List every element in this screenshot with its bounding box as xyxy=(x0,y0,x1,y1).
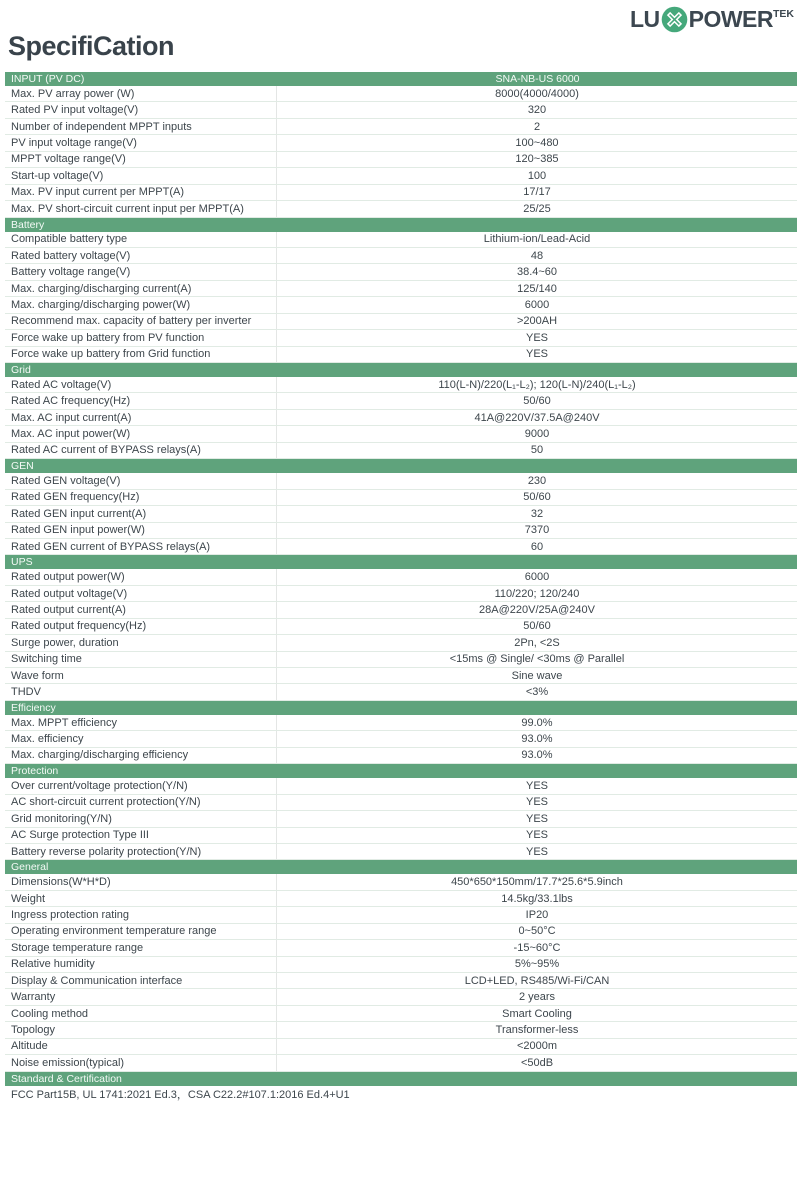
row-label: Operating environment temperature range xyxy=(5,924,277,939)
row-value: 93.0% xyxy=(521,749,553,762)
table-row xyxy=(5,602,797,618)
row-label: Battery voltage range(V) xyxy=(5,264,277,279)
logo-text-power: POWER xyxy=(688,6,773,32)
section-header xyxy=(5,764,797,778)
row-label: Rated GEN current of BYPASS relays(A) xyxy=(5,539,277,554)
row-value: <15ms @ Single/ <30ms @ Parallel xyxy=(449,653,625,666)
table-row xyxy=(5,924,797,940)
table-row xyxy=(5,314,797,330)
row-label: Wave form xyxy=(5,668,277,683)
row-value: 25/25 xyxy=(523,202,551,215)
row-value: 50/60 xyxy=(523,620,551,633)
row-value: 32 xyxy=(530,507,544,520)
table-row xyxy=(5,891,797,907)
table-row xyxy=(5,264,797,280)
table-row xyxy=(5,569,797,585)
row-value: 9000 xyxy=(524,428,550,441)
row-label: Altitude xyxy=(5,1039,277,1054)
certification-row: FCC Part15B, UL 1741:2021 Ed.3，CSA C22.2#107.1:2016 Ed.4+U1 xyxy=(11,1089,350,1102)
table-row xyxy=(5,248,797,264)
row-value: 50/60 xyxy=(523,395,551,408)
row-label: Compatible battery type xyxy=(5,232,277,247)
section-title: Battery xyxy=(11,218,45,231)
row-label: Rated GEN frequency(Hz) xyxy=(5,490,277,505)
row-value: 48 xyxy=(530,249,544,262)
row-value: Sine wave xyxy=(511,669,563,682)
table-row xyxy=(5,185,797,201)
row-label: Rated AC voltage(V) xyxy=(5,377,277,392)
row-value: 110/220; 120/240 xyxy=(494,587,580,600)
row-label: Display & Communication interface xyxy=(5,973,277,988)
row-value: 93.0% xyxy=(521,733,553,746)
table-row xyxy=(5,586,797,602)
table-row xyxy=(5,1039,797,1055)
row-value: 125/140 xyxy=(517,282,557,295)
row-value: Smart Cooling xyxy=(502,1007,572,1020)
section-title: GEN xyxy=(11,460,34,473)
row-label: Force wake up battery from PV function xyxy=(5,330,277,345)
row-value: 110(L-N)/220(L₁-L₂); 120(L-N)/240(L₁-L₂) xyxy=(438,378,636,391)
section-header xyxy=(5,72,797,86)
row-value: 2 xyxy=(533,120,541,133)
row-value: 8000(4000/4000) xyxy=(495,87,579,100)
row-label: THDV xyxy=(5,684,277,699)
section-header xyxy=(5,1072,797,1086)
row-label: Max. MPPT efficiency xyxy=(5,715,277,730)
table-row xyxy=(5,506,797,522)
table-row xyxy=(5,731,797,747)
row-label: Warranty xyxy=(5,989,277,1004)
table-row xyxy=(5,393,797,409)
table-row xyxy=(5,490,797,506)
row-value: 0~50°C xyxy=(518,925,556,938)
table-row xyxy=(5,684,797,700)
row-value: 38.4~60 xyxy=(516,266,558,279)
row-label: Max. charging/discharging efficiency xyxy=(5,748,277,763)
table-row xyxy=(5,1006,797,1022)
row-value: 230 xyxy=(527,474,547,487)
logo-text-lu: LU xyxy=(629,6,660,32)
row-label: Noise emission(typical) xyxy=(5,1055,277,1070)
table-row xyxy=(5,410,797,426)
table-row xyxy=(5,940,797,956)
row-label: Over current/voltage protection(Y/N) xyxy=(5,778,277,793)
row-label: Rated battery voltage(V) xyxy=(5,248,277,263)
row-label: Battery reverse polarity protection(Y/N) xyxy=(5,844,277,859)
section-title: Efficiency xyxy=(11,701,56,714)
section-header xyxy=(5,701,797,715)
row-value: 60 xyxy=(530,540,544,553)
row-label: Rated GEN input power(W) xyxy=(5,523,277,538)
row-value: 7370 xyxy=(524,524,550,537)
row-label: Max. AC input power(W) xyxy=(5,426,277,441)
table-row xyxy=(5,347,797,363)
row-label: Max. PV short-circuit current input per MPPT(A) xyxy=(5,201,277,216)
row-value: 100 xyxy=(527,169,547,182)
section-header xyxy=(5,459,797,473)
row-label: Rated AC current of BYPASS relays(A) xyxy=(5,443,277,458)
row-value: 6000 xyxy=(524,298,550,311)
row-label: AC short-circuit current protection(Y/N) xyxy=(5,795,277,810)
section-header xyxy=(5,555,797,569)
spec-table xyxy=(5,72,797,1103)
model-number: SNA-NB-US 6000 xyxy=(495,73,580,85)
row-value: IP20 xyxy=(525,908,549,921)
row-label: Max. charging/discharging power(W) xyxy=(5,297,277,312)
row-label: Rated PV input voltage(V) xyxy=(5,102,277,117)
row-value: 99.0% xyxy=(521,716,553,729)
table-row xyxy=(5,168,797,184)
table-row xyxy=(5,715,797,731)
section-title: Protection xyxy=(11,765,59,778)
row-label: Max. PV array power (W) xyxy=(5,86,277,101)
row-value: 6000 xyxy=(524,571,550,584)
section-header xyxy=(5,218,797,232)
row-value: 41A@220V/37.5A@240V xyxy=(474,411,600,424)
row-label: Switching time xyxy=(5,652,277,667)
row-value: Lithium-ion/Lead-Acid xyxy=(483,233,591,246)
row-value: YES xyxy=(525,845,548,858)
row-value: <50dB xyxy=(520,1056,554,1069)
row-label: Force wake up battery from Grid function xyxy=(5,347,277,362)
row-value: YES xyxy=(525,829,548,842)
row-value: 50/60 xyxy=(523,491,551,504)
row-label: Dimensions(W*H*D) xyxy=(5,874,277,889)
table-row xyxy=(5,443,797,459)
row-label: Rated GEN input current(A) xyxy=(5,506,277,521)
table-row xyxy=(5,844,797,860)
table-row xyxy=(5,1055,797,1071)
table-row xyxy=(5,795,797,811)
row-label: Max. PV input current per MPPT(A) xyxy=(5,185,277,200)
table-row xyxy=(5,473,797,489)
table-row xyxy=(5,119,797,135)
row-value: 2 years xyxy=(518,991,556,1004)
table-row xyxy=(5,811,797,827)
row-label: Storage temperature range xyxy=(5,940,277,955)
table-row xyxy=(5,135,797,151)
row-label: MPPT voltage range(V) xyxy=(5,152,277,167)
table-row xyxy=(5,330,797,346)
table-row xyxy=(5,874,797,890)
row-label: Number of independent MPPT inputs xyxy=(5,119,277,134)
row-label: Grid monitoring(Y/N) xyxy=(5,811,277,826)
row-value: 5%~95% xyxy=(514,958,560,971)
table-row xyxy=(5,281,797,297)
row-value: 100~480 xyxy=(515,137,559,150)
row-label: Rated GEN voltage(V) xyxy=(5,473,277,488)
row-value: YES xyxy=(525,348,548,361)
row-value: YES xyxy=(525,779,548,792)
row-label: Rated output frequency(Hz) xyxy=(5,619,277,634)
row-value: 28A@220V/25A@240V xyxy=(479,603,595,616)
row-value: 450*650*150mm/17.7*25.6*5.9inch xyxy=(451,876,623,889)
row-value: LCD+LED, RS485/Wi-Fi/CAN xyxy=(464,974,610,987)
table-row xyxy=(5,907,797,923)
row-label: Surge power, duration xyxy=(5,635,277,650)
table-row xyxy=(5,297,797,313)
row-label: Weight xyxy=(5,891,277,906)
row-value: <2000m xyxy=(516,1040,558,1053)
table-row xyxy=(5,232,797,248)
table-row xyxy=(5,377,797,393)
table-row xyxy=(5,539,797,555)
table-row xyxy=(5,152,797,168)
row-value: 320 xyxy=(527,104,547,117)
row-value: <3% xyxy=(525,686,549,699)
row-label: Max. charging/discharging current(A) xyxy=(5,281,277,296)
row-value: 120~385 xyxy=(515,153,559,166)
x-in-circle-icon xyxy=(661,6,688,33)
section-title: Grid xyxy=(11,364,31,376)
table-row xyxy=(5,989,797,1005)
table-row xyxy=(5,619,797,635)
table-row xyxy=(5,635,797,651)
row-label: Start-up voltage(V) xyxy=(5,168,277,183)
row-label: Max. efficiency xyxy=(5,731,277,746)
table-row xyxy=(5,102,797,118)
row-label: Rated output current(A) xyxy=(5,602,277,617)
row-value: 2Pn, <2S xyxy=(514,636,560,649)
table-row xyxy=(5,426,797,442)
row-value: 14.5kg/33.1lbs xyxy=(501,892,573,905)
row-value: 50 xyxy=(530,444,544,457)
logo-text-tek: TEK xyxy=(773,8,794,20)
table-row xyxy=(5,86,797,102)
section-title: Standard & Certification xyxy=(11,1072,122,1085)
page-title: SpecifiCation xyxy=(8,31,175,61)
table-row xyxy=(5,957,797,973)
row-label: Rated output voltage(V) xyxy=(5,586,277,601)
row-label: Ingress protection rating xyxy=(5,907,277,922)
section-title: UPS xyxy=(11,556,33,569)
row-value: YES xyxy=(525,331,548,344)
row-value: YES xyxy=(525,796,548,809)
table-row xyxy=(5,652,797,668)
row-label: Max. AC input current(A) xyxy=(5,410,277,425)
section-header xyxy=(5,363,797,377)
row-label: Rated output power(W) xyxy=(5,569,277,584)
row-value: 17/17 xyxy=(523,186,551,199)
row-label: Topology xyxy=(5,1022,277,1037)
table-row xyxy=(5,828,797,844)
table-row xyxy=(5,748,797,764)
luxpower-logo xyxy=(630,6,794,33)
row-label: Relative humidity xyxy=(5,957,277,972)
section-header xyxy=(5,860,797,874)
row-label: AC Surge protection Type III xyxy=(5,828,277,843)
table-row xyxy=(5,668,797,684)
row-value: -15~60°C xyxy=(513,941,561,954)
row-value: YES xyxy=(525,812,548,825)
section-title: General xyxy=(11,861,49,874)
row-label: Rated AC frequency(Hz) xyxy=(5,393,277,408)
row-value: >200AH xyxy=(516,315,558,328)
row-label: Recommend max. capacity of battery per inverter xyxy=(5,314,277,329)
row-label: PV input voltage range(V) xyxy=(5,135,277,150)
row-value: Transformer-less xyxy=(495,1024,579,1037)
row-label: Cooling method xyxy=(5,1006,277,1021)
table-row xyxy=(5,201,797,217)
table-row xyxy=(5,778,797,794)
table-row xyxy=(5,1022,797,1038)
table-row xyxy=(5,973,797,989)
section-title: INPUT (PV DC) xyxy=(11,73,85,85)
table-row xyxy=(5,523,797,539)
